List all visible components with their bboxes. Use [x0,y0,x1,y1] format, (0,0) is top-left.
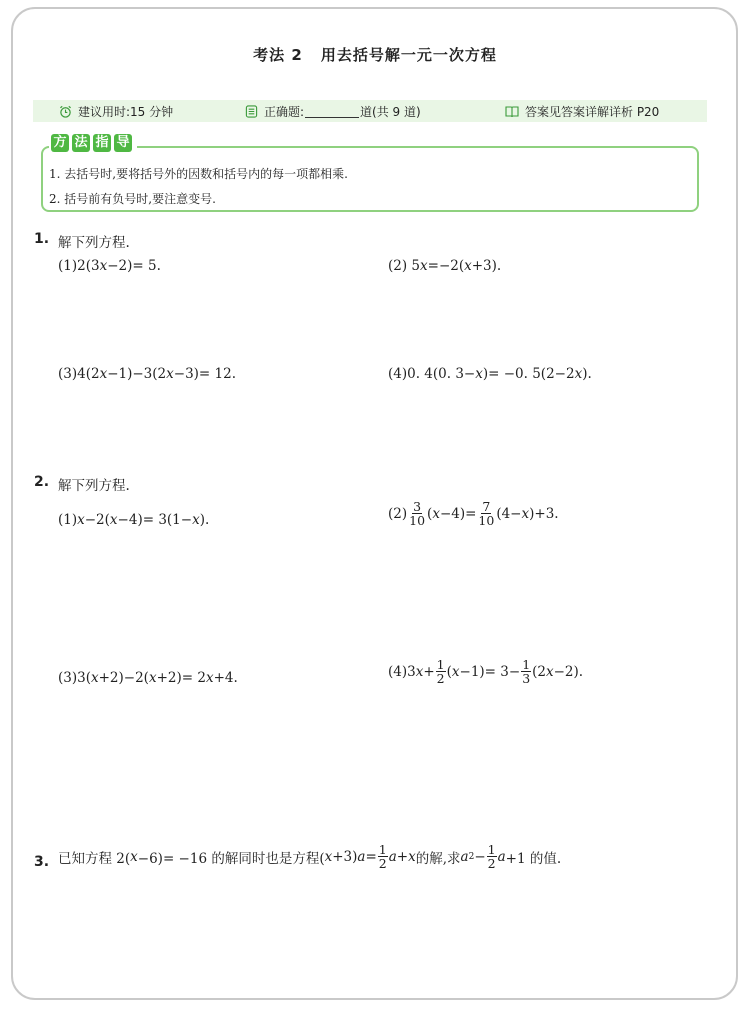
info-bar [33,100,707,122]
correct-info [245,103,421,120]
question-1-number: 1. [34,231,50,247]
correct-blank[interactable] [305,105,359,118]
question-3-text: 已知方程 2( x −6)= −16 的解同时也是方程( x +3) a = $\frac{1}{2}$ a + x 的解,求 a 2 − $\frac{1}{2}$ a +1 的值. [58,842,562,871]
fraction: $\frac{1}{2}$ [378,842,387,871]
alarm-clock-icon [59,105,72,118]
title-text: 用去括号解一元一次方程 [320,46,497,64]
q2-item-3: (3)3( x +2)−2( x +2)= 2 x +4. [58,670,238,686]
q1-item-1: (1)2(3 x −2)= 5. [58,258,161,274]
q1-item-2: (2) 5 x =−2( x +3). [388,258,502,274]
correct-suffix: 道(共 9 道) [360,105,421,119]
question-2-text: 解下列方程. [58,478,130,494]
fraction: $\frac{3}{10}$ [409,499,426,528]
answer-text: 答案见答案详解详析 P20 [525,105,660,119]
fraction: $\frac{1}{3}$ [522,657,531,686]
q2-item-2: (2) $\frac{3}{10}$ ( x −4)= $\frac{7}{10}$ (4− x )+3. [388,499,559,528]
question-2-number: 2. [34,474,50,490]
title-prefix: 考法 2 [253,46,303,64]
method-title [49,134,137,152]
method-title-char-3: 指 [93,134,111,152]
answer-info [505,103,659,120]
time-text: 建议用时:15 分钟 [78,105,174,119]
time-info [59,103,173,120]
question-3-number: 3. [34,854,50,870]
q1-item-3: (3)4(2 x −1)−3(2 x −3)= 12. [58,366,237,382]
method-title-char-4: 导 [114,134,132,152]
q2-item-4: (4)3 x + $\frac{1}{2}$ ( x −1)= 3− $\frac{1}{3}$ (2 x −2). [388,657,584,686]
fraction: $\frac{1}{2}$ [487,842,496,871]
fraction: $\frac{1}{2}$ [436,657,445,686]
question-1-text: 解下列方程. [58,235,130,251]
page-title [0,44,750,65]
q1-item-4: (4)0. 4(0. 3− x )= −0. 5(2−2 x ). [388,366,592,382]
method-title-char-1: 方 [51,134,69,152]
q2-item-1: (1) x −2( x −4)= 3(1− x ). [58,512,210,528]
correct-label: 正确题: [264,105,305,119]
method-title-char-2: 法 [72,134,90,152]
method-line-1: 1. 去括号时,要将括号外的因数和括号内的每一项都相乘. [49,167,348,181]
checklist-icon [245,105,258,118]
method-line-2: 2. 括号前有负号时,要注意变号. [49,192,216,206]
book-icon [505,105,519,118]
fraction: $\frac{7}{10}$ [478,499,495,528]
